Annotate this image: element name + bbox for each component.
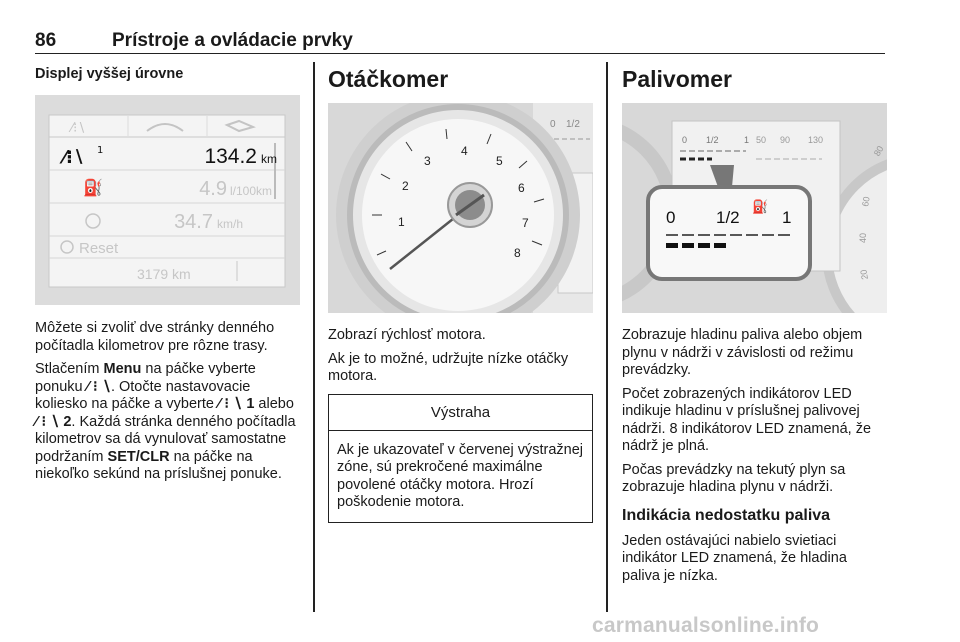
- trip-display-image: [35, 95, 300, 305]
- tach-num-1: 1: [398, 215, 405, 229]
- speedo-label-90: 90: [780, 135, 791, 145]
- odometer-value: 134.2: [204, 145, 257, 168]
- svg-text:1: 1: [97, 145, 104, 156]
- fuel-pump-icon: ⛽: [752, 200, 769, 215]
- scale-label-60: 60: [860, 195, 872, 208]
- page-number: 86: [35, 30, 57, 51]
- tach-num-7: 7: [522, 216, 529, 230]
- column-tachometer: [328, 62, 593, 523]
- warning-text: Ak je ukazovateľ v červenej výstražnej zóne, sú prekročené maximálne povolené otáčky motora. Hrozí poškodenie motora.: [337, 441, 584, 510]
- trip-icon: ⁄ ⁝ ∖: [86, 378, 111, 395]
- watermark: carmanualsonline.info: [592, 614, 820, 637]
- menu-keyword: Menu: [103, 361, 142, 377]
- strip-label-half: 1/2: [706, 135, 719, 145]
- column-divider: [606, 62, 608, 612]
- tach-num-2: 2: [402, 179, 409, 193]
- svg-text:⁄⁝∖: ⁄⁝∖: [63, 147, 86, 168]
- scale-label-80: 80: [871, 144, 886, 158]
- reset-label: Reset: [79, 240, 119, 257]
- tachometer-image: [328, 103, 593, 313]
- trip-2-icon: ⁄ ⁝ ∖ 2: [35, 413, 72, 430]
- trip-1-icon: ⁄ ⁝ ∖ 1: [217, 396, 255, 412]
- tach-num-3: 3: [424, 154, 431, 168]
- column-divider: [313, 62, 315, 612]
- page-header: [35, 30, 885, 54]
- svg-text:⁄⁝∖: ⁄⁝∖: [71, 121, 86, 136]
- paragraph-fuel-1: Zobrazuje hladinu paliva alebo objem plynu v nádrži v závislosti od režimu prevádzky.: [622, 327, 863, 378]
- fuel-label-full: 1: [782, 208, 792, 227]
- speed-value: 34.7: [174, 211, 213, 233]
- warning-title: Výstraha: [329, 395, 592, 431]
- subheading: Displej vyššej úrovne: [35, 66, 184, 82]
- paragraph-tach-1: Zobrazí rýchlosť motora.: [328, 327, 486, 343]
- section-low-fuel: Indikácia nedostatku paliva: [622, 506, 831, 524]
- fuel-label-empty: 0: [666, 208, 676, 227]
- paragraph-instructions: Stlačením Menu na páčke vyberte ponuku ⁄ ⁝ ∖. Otočte nastavovacie koliesko na páčke a vyberte ⁄ ⁝ ∖ 1 alebo ⁄ ⁝ ∖ 2. Každá stránka denného počítadla kilometrov sa dá vynulovať samostatne podržaním SET/CLR na páčke na niekoľko sekúnd na príslušnej ponuke.: [35, 361, 296, 482]
- strip-label-0: 0: [682, 135, 688, 145]
- consumption-value: 4.9: [199, 178, 227, 200]
- total-distance: 3179 km: [137, 266, 191, 282]
- speedo-label-50: 50: [756, 135, 767, 145]
- tach-num-6: 6: [518, 181, 525, 195]
- heading-fuel-gauge: Palivomer: [622, 66, 732, 92]
- consumption-unit: l/100km: [230, 184, 273, 198]
- page-title: Prístroje a ovládacie prvky: [112, 30, 353, 51]
- scale-label-40: 40: [858, 232, 868, 243]
- heading-tachometer: Otáčkomer: [328, 66, 449, 92]
- scale-label-20: 20: [858, 268, 870, 281]
- set-clr-keyword: SET/CLR: [107, 448, 170, 465]
- speedo-label-130: 130: [808, 135, 824, 145]
- fuel-gauge-image: [622, 103, 887, 313]
- fuel-label-half: 1/2: [716, 208, 740, 227]
- paragraph-fuel-2: Počet zobrazených indikátorov LED indikuje hladinu v príslušnej palivovej nádrži. 8 indikátorov LED znamená, že nádrž je plná.: [622, 385, 872, 454]
- odometer-unit: km: [261, 152, 277, 166]
- column-fuel-gauge: [622, 62, 887, 591]
- svg-text:⛽: ⛽: [83, 178, 103, 197]
- tach-num-4: 4: [461, 144, 468, 158]
- strip-label-full: 1: [744, 135, 750, 145]
- paragraph-fuel-4: Jeden ostávajúci nabielo svietiaci indikátor LED znamená, že hladina paliva je nízka.: [622, 532, 847, 584]
- speed-unit: km/h: [217, 217, 244, 231]
- warning-box: [328, 394, 593, 523]
- tach-side-label-0: 0: [550, 119, 556, 130]
- tach-num-5: 5: [496, 154, 503, 168]
- paragraph-tach-2: Ak je to možné, udržujte nízke otáčky motora.: [328, 350, 569, 384]
- paragraph-fuel-3: Počas prevádzky na tekutý plyn sa zobrazuje hladina plynu v nádrži.: [622, 461, 846, 495]
- column-trip-odometer: [35, 62, 300, 490]
- paragraph-intro: Môžete si zvoliť dve stránky denného počítadla kilometrov pre rôzne trasy.: [35, 320, 275, 354]
- tach-side-label-half: 1/2: [566, 119, 580, 130]
- tach-num-8: 8: [514, 246, 521, 260]
